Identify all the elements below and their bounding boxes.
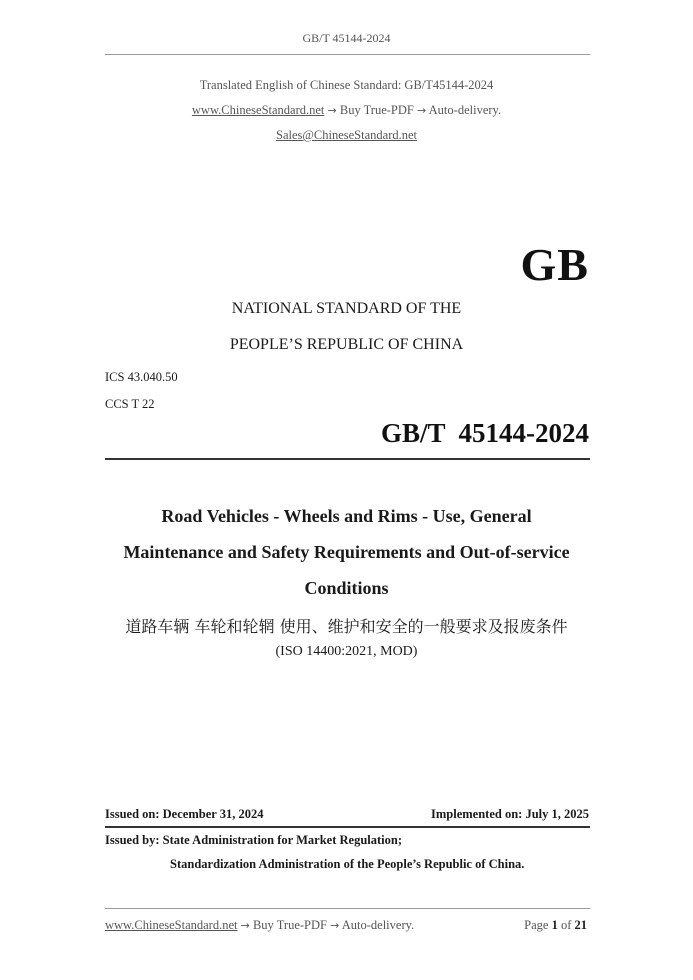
sales-email-link[interactable]: Sales@ChineseStandard.net — [276, 128, 417, 142]
national-standard-line2: PEOPLE’S REPUBLIC OF CHINA — [229, 336, 464, 353]
dates-divider — [105, 826, 590, 828]
footer-delivery-text: Auto-delivery. — [341, 918, 415, 932]
footer-divider — [105, 908, 590, 909]
promo-arrow-icon: → — [417, 104, 427, 117]
issued-by-line-2: Standardization Administration of the People’s Republic of China. — [170, 857, 525, 871]
promo-arrow-icon: → — [327, 104, 337, 117]
footer-buy-text: Buy True-PDF — [252, 918, 327, 932]
issued-on-date: Issued on: December 31, 2024 — [105, 807, 264, 821]
footer-site-link[interactable]: www.ChineseStandard.net — [105, 918, 238, 932]
gb-logo: GB — [520, 239, 589, 290]
ics-code: ICS 43.040.50 — [105, 370, 178, 384]
iso-reference: (ISO 14400:2021, MOD) — [275, 644, 418, 659]
national-standard-line1: NATIONAL STANDARD OF THE — [231, 300, 462, 317]
page-current: 1 — [551, 918, 558, 932]
title-line-3: Conditions — [304, 578, 389, 598]
running-header-title: GB/T 45144-2024 — [302, 31, 391, 45]
promo-delivery-text: Auto-delivery. — [428, 103, 502, 117]
footer-arrow-icon: → — [240, 919, 250, 932]
footer-arrow-icon: → — [330, 919, 340, 932]
promo-line — [0, 103, 693, 118]
title-divider — [105, 458, 590, 460]
page-indicator — [524, 918, 587, 933]
translated-notice: Translated English of Chinese Standard: GB/T45144-2024 — [199, 78, 494, 92]
title-line-2: Maintenance and Safety Requirements and Out-of-service — [123, 542, 570, 562]
page-label: Page — [524, 918, 549, 932]
promo-buy-text: Buy True-PDF — [339, 103, 414, 117]
chinese-title: 道路车辆 车轮和轮辋 使用、维护和安全的一般要求及报废条件 — [125, 617, 568, 636]
page-total: 21 — [574, 918, 587, 932]
ccs-code: CCS T 22 — [105, 397, 155, 411]
header-divider — [105, 54, 590, 55]
page-of-label: of — [560, 918, 572, 932]
implemented-on-date: Implemented on: July 1, 2025 — [431, 807, 589, 821]
issued-by-line-1: Issued by: State Administration for Market Regulation; — [105, 833, 402, 847]
promo-site-link[interactable]: www.ChineseStandard.net — [191, 103, 325, 117]
title-line-1: Road Vehicles - Wheels and Rims - Use, General — [161, 506, 532, 526]
footer-promo — [105, 918, 414, 933]
standard-number: GB/T 45144-2024 — [380, 418, 589, 448]
